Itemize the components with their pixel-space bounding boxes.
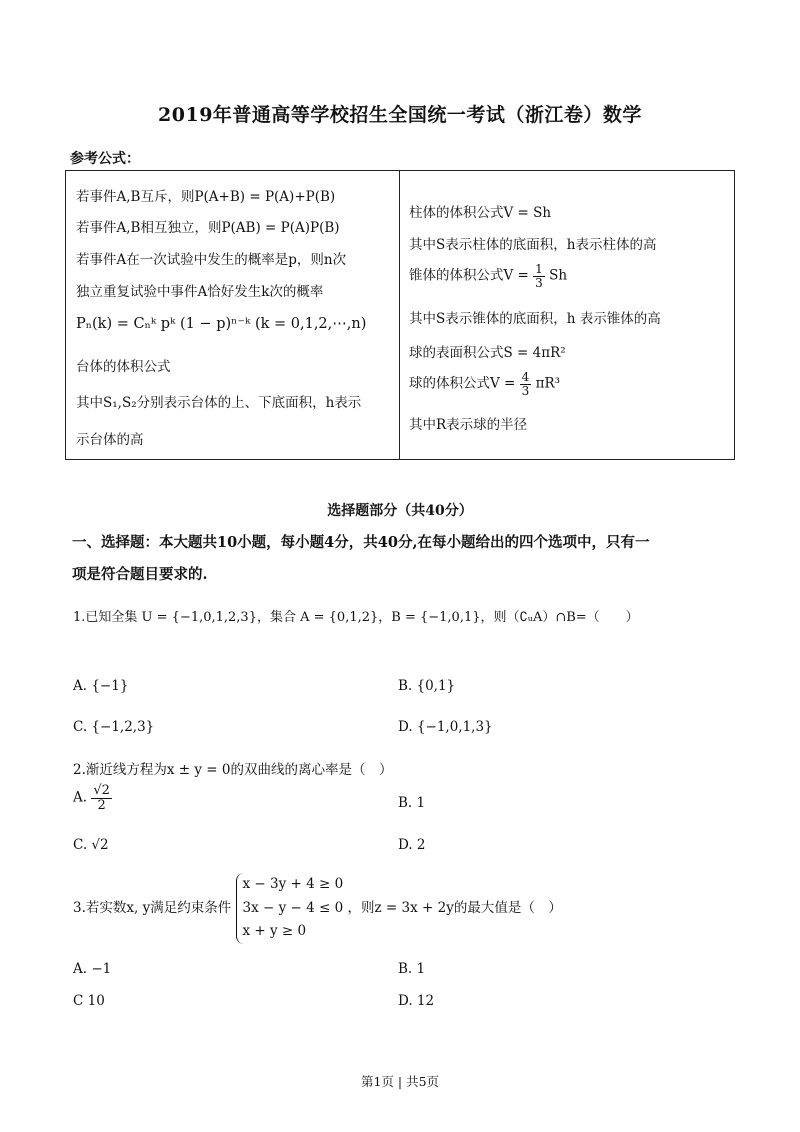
fraction-numerator: √2 [93, 783, 110, 798]
formula-left-line: 示台体的高 [76, 432, 144, 448]
cone-volume-suffix: Sh [549, 267, 568, 284]
question-2-option-d: D. 2 [398, 837, 426, 853]
fraction-numerator: 1 [535, 262, 543, 276]
prism-volume-note: 其中S表示柱体的底面积，h表示柱体的高 [409, 237, 657, 253]
question-3-option-c: C 10 [73, 993, 105, 1009]
fraction-numerator: 4 [521, 370, 530, 384]
section-title: 选择题部分（共40分） [327, 503, 473, 519]
sphere-volume-fraction [520, 371, 532, 397]
fraction-denominator: 3 [521, 383, 530, 398]
formula-left-line: 若事件A,B互斥，则P(A+B) = P(A)+P(B) [76, 189, 336, 205]
instructions-line: 一、选择题：本大题共10小题，每小题4分，共40分,在每小题给出的四个选项中，只有一 [72, 534, 650, 551]
question-3-option-a: A. −1 [73, 961, 112, 977]
question-2-option-a [73, 784, 112, 812]
formula-left-line: 台体的体积公式 [76, 359, 171, 375]
question-3-stem [73, 873, 562, 944]
sphere-volume-suffix: πR³ [535, 375, 561, 392]
question-1-stem: 1.已知全集 U = {−1,0,1,2,3}，集合 A = {0,1,2}，B = {−1,0,1}，则（∁ᵤA）∩B=（ ） [73, 610, 639, 625]
formula-left-line: 独立重复试验中事件A恰好发生k次的概率 [76, 284, 324, 300]
question-1-option-b: B. {0,1} [398, 678, 456, 694]
formula-table-divider [399, 171, 400, 459]
question-1-option-a: A. {−1} [73, 678, 129, 694]
formula-left-line: 若事件A在一次试验中发生的概率是p，则n次 [76, 252, 347, 268]
binomial-probability-formula: Pₙ(k) = Cₙᵏ pᵏ (1 − p)ⁿ⁻ᵏ (k = 0,1,2,⋯,n) [76, 316, 367, 332]
sphere-surface-formula: 球的表面积公式S = 4πR² [409, 345, 566, 361]
fraction-denominator: 3 [535, 275, 543, 290]
constraint: x + y ≥ 0 [242, 923, 307, 940]
sphere-volume-formula [409, 371, 560, 397]
page-footer: 第1页 | 共5页 [360, 1074, 440, 1089]
formula-table [65, 170, 735, 460]
sphere-volume-prefix: 球的体积公式V = [409, 375, 516, 392]
cone-volume-prefix: 锥体的体积公式V = [409, 267, 529, 284]
constraint: 3x − y − 4 ≤ 0 [242, 899, 344, 916]
option-letter: A. [73, 789, 88, 806]
question-2-option-c: C. √2 [73, 837, 109, 853]
reference-formulas-label: 参考公式： [70, 151, 140, 167]
cone-volume-fraction [533, 263, 545, 289]
cone-volume-note: 其中S表示锥体的底面积，h 表示锥体的高 [409, 311, 661, 327]
option-a-fraction [91, 784, 112, 812]
constraint: x − 3y + 4 ≥ 0 [242, 876, 344, 892]
constraint-system [236, 873, 344, 944]
formula-left-line: 若事件A,B相互独立，则P(AB) = P(A)P(B) [76, 220, 340, 236]
question-3-option-d: D. 12 [398, 993, 435, 1009]
prism-volume-formula: 柱体的体积公式V = Sh [409, 205, 552, 221]
instructions-line: 项是符合题目要求的. [72, 566, 208, 583]
question-2-option-b: B. 1 [398, 795, 426, 811]
formula-left-line: 其中S₁,S₂分别表示台体的上、下底面积，h表示 [76, 395, 362, 411]
question-3-stem-suffix: ，则z = 3x + 2y的最大值是（ ） [347, 899, 562, 916]
sphere-volume-note: 其中R表示球的半径 [409, 417, 528, 433]
question-3-option-b: B. 1 [398, 961, 426, 977]
question-1-option-c: C. {−1,2,3} [73, 719, 155, 735]
fraction-denominator: 2 [97, 797, 106, 813]
question-1-option-d: D. {−1,0,1,3} [398, 719, 493, 735]
question-3-stem-prefix: 3.若实数x, y满足约束条件 [73, 899, 232, 916]
question-2-stem: 2.渐近线方程为x ± y = 0的双曲线的离心率是（ ） [73, 762, 393, 778]
page-title: 2019年普通高等学校招生全国统一考试（浙江卷）数学 [158, 104, 642, 126]
cone-volume-formula [409, 263, 567, 289]
